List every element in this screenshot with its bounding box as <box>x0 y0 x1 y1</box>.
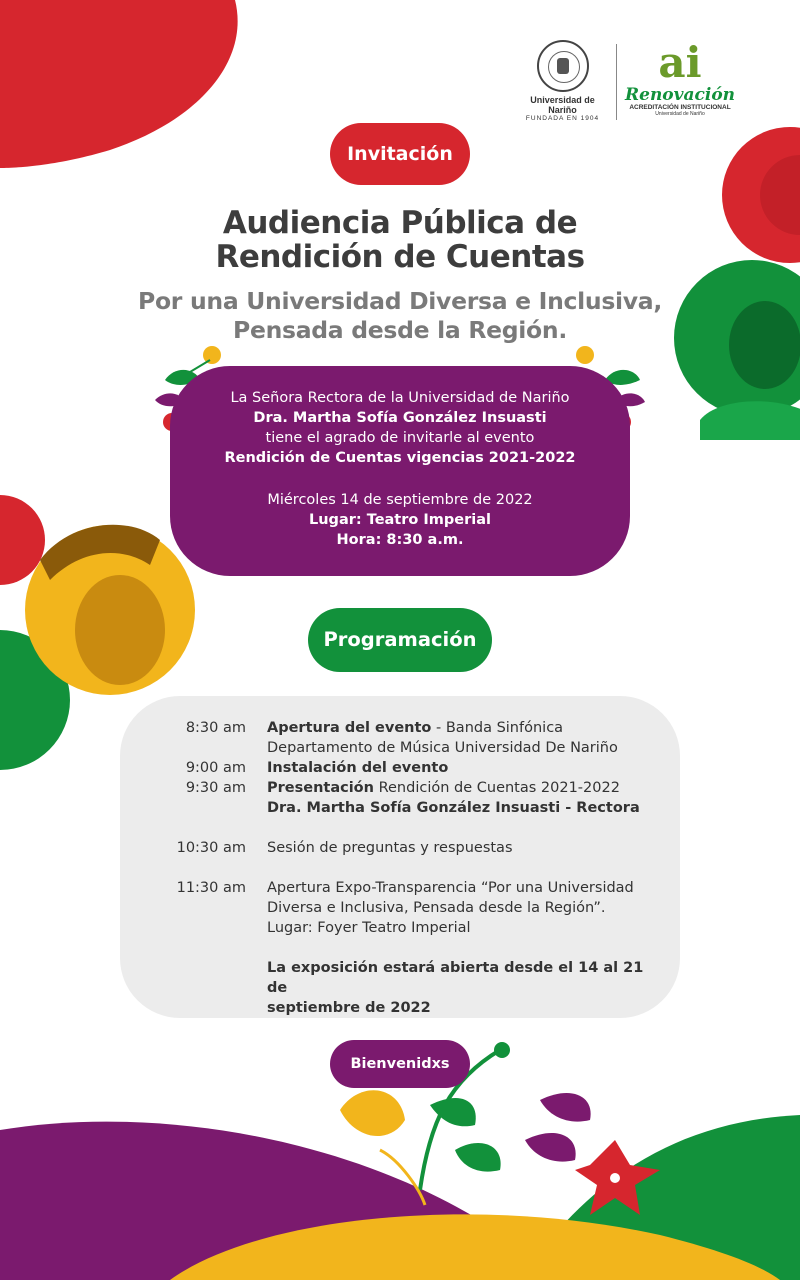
program-text-line-2: Departamento de Música Universidad De Nariño <box>267 740 618 756</box>
subtitle-line-2: Pensada desde la Región. <box>233 316 567 344</box>
invitation-card <box>170 366 630 576</box>
photo-circle-yellow <box>25 525 195 695</box>
invite-time: Hora: 8:30 a.m. <box>336 532 464 548</box>
invitation-badge: Invitación <box>330 123 470 185</box>
program-note-line-1: La exposición estará abierta desde el 14 al 21 de <box>267 960 644 996</box>
photo-circle-red <box>722 127 800 263</box>
program-text-line-3: Lugar: Foyer Teatro Imperial <box>267 920 471 936</box>
title-line-1: Audiencia Pública de <box>222 205 578 241</box>
university-logo <box>515 40 610 120</box>
invite-date: Miércoles 14 de septiembre de 2022 <box>267 492 533 508</box>
university-name: Universidad de Nariño <box>530 95 595 115</box>
invite-event-name: Rendición de Cuentas vigencias 2021-2022 <box>224 450 576 466</box>
invite-line-3: tiene el agrado de invitarle al evento <box>265 430 535 446</box>
program-time: 8:30 am <box>185 720 246 736</box>
title-line-2: Rendición de Cuentas <box>215 239 585 275</box>
program-text: Rendición de Cuentas 2021-2022 <box>373 780 620 796</box>
program-title: Presentación <box>267 780 374 796</box>
program-text-line-1: Apertura Expo-Transparencia “Por una Universidad <box>267 880 634 896</box>
invite-place: Lugar: Teatro Imperial <box>309 512 491 528</box>
red-corner-shape <box>0 0 238 168</box>
program-badge: Programación <box>308 608 492 672</box>
page-title <box>150 206 650 274</box>
accreditation-subtitle: ACREDITACIÓN INSTITUCIONAL <box>629 104 731 111</box>
program-time: 11:30 am <box>176 880 246 896</box>
program-time: 9:00 am <box>185 760 246 776</box>
invite-line-1: La Señora Rectora de la Universidad de Nariño <box>230 390 570 406</box>
program-title: Apertura del evento <box>267 720 432 736</box>
program-time: 10:30 am <box>176 840 246 856</box>
program-title: Instalación del evento <box>267 760 449 776</box>
accreditation-caption: Universidad de Nariño <box>655 111 705 117</box>
subtitle-line-1: Por una Universidad Diversa e Inclusiva, <box>138 287 662 315</box>
university-founded: FUNDADA EN 1904 <box>525 115 600 122</box>
program-text-line-2: Dra. Martha Sofía González Insuasti - Rectora <box>267 800 640 816</box>
logo-divider <box>616 44 617 120</box>
program-time: 9:30 am <box>185 780 246 796</box>
welcome-badge: Bienvenidxs <box>330 1040 470 1088</box>
program-note-line-2: septiembre de 2022 <box>267 1000 431 1016</box>
program-text: Sesión de preguntas y respuestas <box>267 840 513 856</box>
program-card <box>120 696 680 1018</box>
invite-rector-name: Dra. Martha Sofía González Insuasti <box>253 410 547 426</box>
program-text: - Banda Sinfónica <box>431 720 564 736</box>
accreditation-mark: ai <box>658 38 702 87</box>
photo-circle-green <box>674 260 800 440</box>
page-subtitle <box>120 287 680 345</box>
accreditation-word: Renovación <box>625 85 736 105</box>
program-text-line-2: Diversa e Inclusiva, Pensada desde la Región”. <box>267 900 606 916</box>
university-seal-icon <box>537 40 589 92</box>
accreditation-logo <box>625 40 735 122</box>
